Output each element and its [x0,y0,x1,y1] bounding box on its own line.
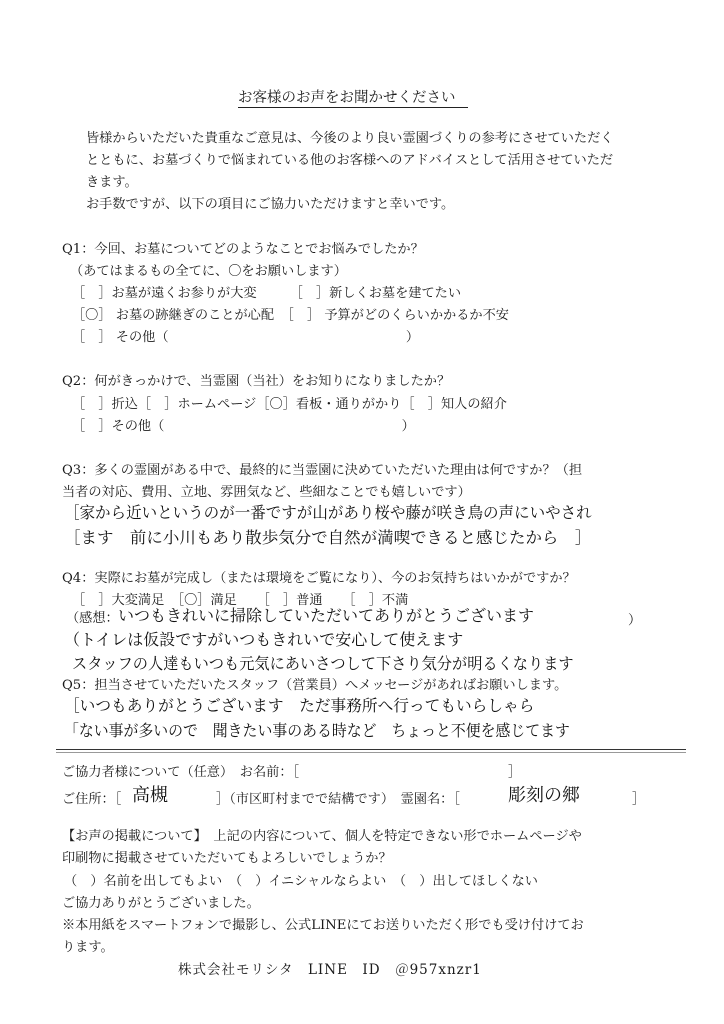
contact-address-value: 高槻 [132,785,168,806]
q3-question-line-2: 当者の対応、費用、立地、雰囲気など、些細なことでも嬉しいです） [62,485,471,500]
contact-cemetery-value: 彫刻の郷 [508,785,580,806]
q4-handwritten-answer-line-2: （トイレは仮設ですがいつもきれいで安心して使えます [64,630,464,649]
intro-line-1: 皆様からいただいた貴重なご意見は、今後のより良い霊園づくりの参考にさせていただく [86,131,614,146]
q5-handwritten-answer-line-2: 「ない事が多いので 聞きたい事のある時など ちょっと不便を感じてます [64,721,570,740]
q4-satisfaction-options: ［ ］大変満足 ［〇］満足 ［ ］普通 ［ ］不満 [72,593,409,608]
q2-options-row-2: ［ ］その他（ ） [72,419,415,434]
q3-handwritten-answer-line-2: ［ます 前に小川もあり散歩気分で自然が満喫できると感じたから ］ [64,528,592,547]
publication-line-2: 印刷物に掲載させていただいてもよろしいでしょうか？ [62,851,392,866]
q3-question-line-1: Q3：多くの霊園がある中で、最終的に当霊園に決めていただいた理由は何ですか？（担 [62,463,583,478]
contact-name-label: ご協力者様について（任意） お名前：［ [62,765,300,780]
intro-line-4: お手数ですが、以下の項目にご協力いただけますと幸いです。 [86,197,455,212]
q5-question: Q5：担当させていただいたスタッフ（営業員）へメッセージがあればお願いします。 [62,678,568,693]
title-underline [238,107,468,108]
q1-options-row-3: ［ ］ その他（ ） [72,330,420,345]
publication-line-1: 【お声の掲載について】 上記の内容について、個人を特定できない形でホームページや [62,829,582,844]
contact-address-label: ご住所：［ [62,792,122,807]
thanks-text: ご協力ありがとうございました。 [62,896,260,911]
q3-handwritten-answer-line-1: ［家から近いというのが一番ですが山があり桜や藤が咲き鳥の声にいやされ [64,503,592,522]
q4-impression-close: ） [628,613,642,628]
page-title: お客様のお声をお聞かせください [238,90,456,106]
q4-impression-label: （感想： [66,611,119,626]
line-note-1: ※本用紙をスマートフォンで撮影し、公式LINEにてお送りいただく形でも受け付けてお [62,918,584,933]
q1-options-row-2: ［〇］ お墓の跡継ぎのことが心配 ［ ］ 予算がどのくらいかかるか不安 [72,308,509,323]
q1-question: Q1：今回、お墓についてどのようなことでお悩みでしたか？ [62,242,424,257]
q5-handwritten-answer-line-1: ［いつもありがとうございます ただ事務所へ行ってもいらしゃら [64,696,535,715]
intro-line-3: きます。 [86,175,138,190]
q4-handwritten-answer-line-1: いつもきれいに掃除していただいてありがとうございます [118,606,535,625]
line-note-2: ります。 [62,940,114,955]
intro-line-2: とともに、お墓づくりで悩まれている他のお客様へのアドバイスとして活用させていただ [86,153,614,168]
contact-address-note: ］（市区町村までで結構です） 霊園名：［ [216,792,460,807]
contact-cemetery-close: ］ [632,792,646,807]
q1-note: （あてはまるもの全てに、〇をお願いします） [70,264,347,279]
q4-handwritten-answer-line-3: スタッフの人達もいつも元気にあいさつして下さり気分が明るくなります [72,654,574,673]
section-divider [56,749,686,750]
q2-options-row-1: ［ ］折込［ ］ホームページ［〇］看板・通りがかり［ ］知人の紹介 [72,397,507,412]
publication-options: （ ）名前を出してもよい （ ）イニシャルならよい （ ）出してほしくない [64,874,538,889]
company-line-id: 株式会社モリシタ LINE ID ＠957xnzr1 [178,962,482,978]
section-divider-double [56,752,686,753]
contact-name-close: ］ [508,765,522,780]
q4-question: Q4：実際にお墓が完成し（または環境をご覧になり）、今のお気持ちはいかがですか？ [62,571,576,586]
q1-options-row-1: ［ ］お墓が遠くお参りが大変 ［ ］新しくお墓を建てたい [72,286,462,301]
q2-question: Q2：何がきっかけで、当霊園（当社）をお知りになりましたか？ [62,374,451,389]
